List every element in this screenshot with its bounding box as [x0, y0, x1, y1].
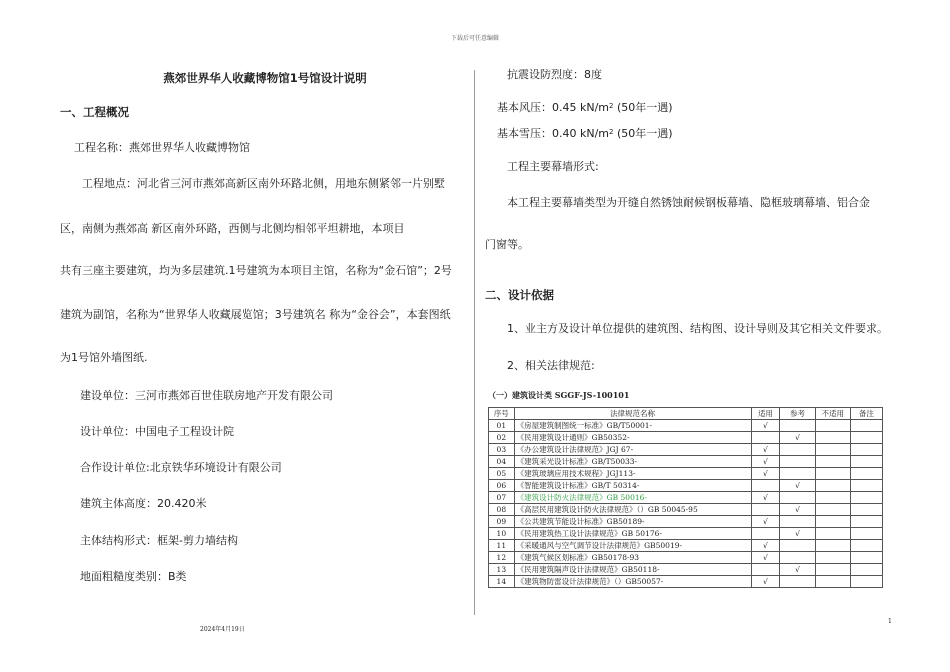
table-cell-no: 09 [489, 516, 515, 528]
table-cell-no: 06 [489, 480, 515, 492]
table-cell-ref: √ [780, 504, 815, 516]
table-cell-app: √ [751, 540, 780, 552]
table-cell-no: 13 [489, 564, 515, 576]
table-row [489, 504, 883, 516]
table-cell-rem [850, 576, 882, 588]
table-cell-app [751, 528, 780, 540]
ground-roughness-line: 地面粗糙度类别：B类 [80, 570, 187, 583]
co-designer-line: 合作设计单位:北京铁华环境设计有限公司 [80, 461, 282, 474]
table-cell-name: 《建筑玻璃应用技术规程》JGJ113- [514, 468, 751, 480]
table-cell-app: √ [751, 492, 780, 504]
header-not-applicable: 不适用 [815, 408, 850, 420]
table-cell-name: 《建筑物防雷设计法律规范》（）GB50057- [514, 576, 751, 588]
table-cell-name: 《民用建筑设计通则》GB50352- [514, 432, 751, 444]
table-cell-name: 《房屋建筑制图统一标准》GB/T50001- [514, 420, 751, 432]
table-cell-na [815, 552, 850, 564]
column-divider [474, 70, 475, 615]
table-cell-name: 《建筑气候区划标准》GB50178-93 [514, 552, 751, 564]
table-cell-na [815, 456, 850, 468]
table-row [489, 480, 883, 492]
building-height-line: 建筑主体高度：20.420米 [80, 497, 207, 510]
builder-line: 建设单位：三河市燕郊百世佳联房地产开发有限公司 [80, 389, 333, 402]
table-cell-name: 《建筑采光设计标准》GB/T50033- [514, 456, 751, 468]
table-cell-na [815, 492, 850, 504]
table-cell-ref [780, 420, 815, 432]
designer-line: 设计单位：中国电子工程设计院 [80, 425, 234, 438]
table-caption: （一）建筑设计类 SGGF-JS-100101 [488, 390, 630, 400]
codes-table [488, 407, 883, 588]
table-cell-rem [850, 456, 882, 468]
table-cell-rem [850, 504, 882, 516]
table-cell-no: 04 [489, 456, 515, 468]
table-cell-rem [850, 432, 882, 444]
table-cell-ref [780, 468, 815, 480]
table-cell-na [815, 528, 850, 540]
table-cell-name: 《办公建筑设计法律规范》JGJ 67- [514, 444, 751, 456]
header-applicable: 适用 [751, 408, 780, 420]
table-cell-app [751, 504, 780, 516]
table-cell-app [751, 432, 780, 444]
table-cell-app: √ [751, 516, 780, 528]
table-cell-app: √ [751, 456, 780, 468]
table-row [489, 540, 883, 552]
table-row [489, 468, 883, 480]
table-cell-rem [850, 528, 882, 540]
table-row [489, 432, 883, 444]
table-cell-name: 《民用建筑热工设计法律规范》GB 50176- [514, 528, 751, 540]
table-cell-app [751, 564, 780, 576]
table-cell-no: 12 [489, 552, 515, 564]
table-cell-rem [850, 516, 882, 528]
table-cell-rem [850, 564, 882, 576]
table-cell-na [815, 540, 850, 552]
table-cell-no: 08 [489, 504, 515, 516]
table-row [489, 552, 883, 564]
location-line-1: 工程地点：河北省三河市燕郊高新区南外环路北侧，用地东侧紧邻一片别墅 [82, 177, 445, 190]
table-cell-no: 07 [489, 492, 515, 504]
table-cell-no: 10 [489, 528, 515, 540]
table-row [489, 516, 883, 528]
table-row [489, 456, 883, 468]
table-cell-na [815, 576, 850, 588]
basis-item-2: 2、相关法律规范: [507, 359, 595, 372]
table-cell-ref [780, 516, 815, 528]
table-cell-app: √ [751, 444, 780, 456]
location-line-5: 为1号馆外墙图纸. [60, 351, 148, 364]
table-cell-na [815, 564, 850, 576]
section-heading-basis: 二、设计依据 [485, 288, 554, 302]
table-cell-rem [850, 444, 882, 456]
table-cell-app: √ [751, 468, 780, 480]
table-cell-ref [780, 576, 815, 588]
curtain-wall-title: 工程主要幕墙形式: [507, 160, 599, 173]
table-cell-no: 11 [489, 540, 515, 552]
table-cell-na [815, 420, 850, 432]
footer-date: 2024年4月19日 [200, 626, 245, 633]
table-cell-rem [850, 492, 882, 504]
table-row [489, 492, 883, 504]
table-cell-rem [850, 552, 882, 564]
table-cell-ref [780, 540, 815, 552]
table-cell-ref [780, 492, 815, 504]
table-cell-app: √ [751, 576, 780, 588]
table-row [489, 576, 883, 588]
curtain-wall-line-2: 门窗等。 [485, 238, 529, 251]
table-cell-no: 05 [489, 468, 515, 480]
table-row [489, 444, 883, 456]
table-cell-no: 01 [489, 420, 515, 432]
table-cell-app [751, 480, 780, 492]
table-cell-ref [780, 552, 815, 564]
table-cell-ref: √ [780, 480, 815, 492]
table-cell-na [815, 480, 850, 492]
document-title: 燕郊世界华人收藏博物馆1号馆设计说明 [163, 71, 367, 85]
table-cell-na [815, 444, 850, 456]
table-row [489, 528, 883, 540]
project-name-line: 工程名称：燕郊世界华人收藏博物馆 [74, 141, 250, 154]
table-cell-no: 14 [489, 576, 515, 588]
table-cell-name: 《公共建筑节能设计标准》GB50189- [514, 516, 751, 528]
header-name: 法律规范名称 [514, 408, 751, 420]
table-cell-na [815, 432, 850, 444]
wind-pressure-line: 基本风压：0.45 $kN/m^2$ (50年一遇) [497, 101, 673, 114]
table-cell-name: 《智能建筑设计标准》GB/T 50314- [514, 480, 751, 492]
header-reference: 参考 [780, 408, 815, 420]
table-cell-app: √ [751, 552, 780, 564]
table-cell-na [815, 504, 850, 516]
location-line-4: 建筑为副馆，名称为“世界华人收藏展览馆；3号建筑名 称为“金谷会”，本套图纸 [60, 308, 451, 321]
table-cell-name: 《民用建筑隔声设计法律规范》GB50118- [514, 564, 751, 576]
basis-item-1: 1、业主方及设计单位提供的建筑图、结构图、设计导则及其它相关文件要求。 [507, 322, 888, 335]
table-cell-ref [780, 456, 815, 468]
seismic-line: 抗震设防烈度：8度 [507, 68, 602, 81]
table-cell-ref: √ [780, 432, 815, 444]
table-cell-name: 《高层民用建筑设计防火法律规范》（）GB 50045-95 [514, 504, 751, 516]
snow-pressure-line: 基本雪压：0.40 $kN/m^2$ (50年一遇) [497, 127, 673, 140]
table-row [489, 564, 883, 576]
page-header-note: 下载后可任意编辑 [450, 35, 499, 42]
location-line-3: 共有三座主要建筑，均为多层建筑.1号建筑为本项目主馆，名称为“金石馆”；2号 [60, 264, 452, 277]
structure-type-line: 主体结构形式：框架-剪力墙结构 [80, 534, 238, 547]
table-header-row [489, 408, 883, 420]
header-no: 序号 [489, 408, 515, 420]
table-cell-rem [850, 468, 882, 480]
table-cell-na [815, 516, 850, 528]
table-cell-name: 《建筑设计防火法律规范》GB 50016- [514, 492, 751, 504]
table-cell-rem [850, 540, 882, 552]
page-number: 1 [888, 618, 892, 625]
table-cell-ref: √ [780, 564, 815, 576]
table-cell-name: 《采暖通风与空气调节设计法律规范》GB50019- [514, 540, 751, 552]
table-cell-rem [850, 480, 882, 492]
table-row [489, 420, 883, 432]
table-cell-ref: √ [780, 528, 815, 540]
table-cell-app: √ [751, 420, 780, 432]
table-cell-rem [850, 420, 882, 432]
table-cell-no: 02 [489, 432, 515, 444]
curtain-wall-line-1: 本工程主要幕墙类型为开缝自然锈蚀耐候钢板幕墙、隐框玻璃幕墙、铝合金 [507, 196, 870, 209]
location-line-2: 区，南侧为燕郊高 新区南外环路，西侧与北侧均相邻平坦耕地，本项目 [60, 222, 405, 235]
header-remarks: 备注 [850, 408, 882, 420]
table-cell-no: 03 [489, 444, 515, 456]
section-heading-overview: 一、工程概况 [60, 105, 129, 119]
table-cell-ref [780, 444, 815, 456]
table-cell-na [815, 468, 850, 480]
